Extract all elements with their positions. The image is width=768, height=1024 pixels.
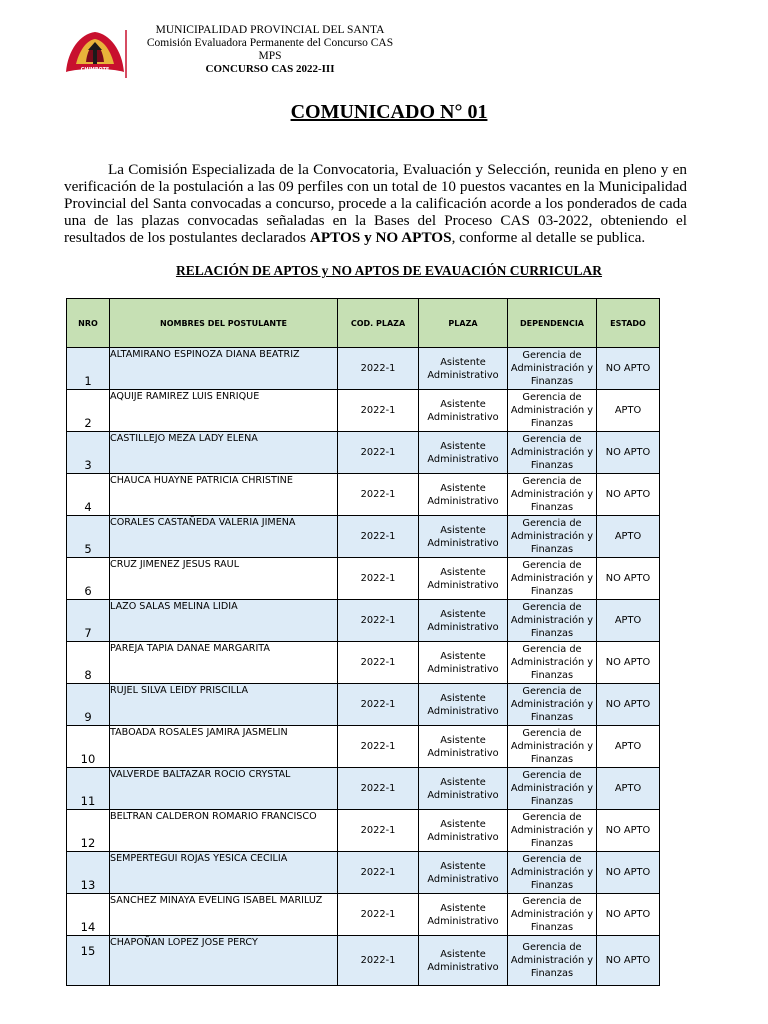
applicant-name: ALTAMIRANO ESPINOZA DIANA BEATRIZ [110,348,338,390]
row-nro: 2 [67,390,110,432]
table-row [67,852,660,894]
estado: NO APTO [597,684,660,726]
cod-plaza: 2022-1 [338,432,419,474]
table-row [67,768,660,810]
header-plaza: PLAZA [419,299,508,348]
contest-name: CONCURSO CAS 2022-III [205,63,335,75]
cod-plaza: 2022-1 [338,390,419,432]
estado: NO APTO [597,348,660,390]
dependencia: Gerencia de Administración y Finanzas [508,810,597,852]
applicant-name: RUJEL SILVA LEIDY PRISCILLA [110,684,338,726]
municipality-logo [62,28,128,80]
estado: NO APTO [597,852,660,894]
dependencia: Gerencia de Administración y Finanzas [508,348,597,390]
document-header [0,0,768,90]
row-nro: 14 [67,894,110,936]
cod-plaza: 2022-1 [338,894,419,936]
cod-plaza: 2022-1 [338,558,419,600]
estado: NO APTO [597,558,660,600]
row-nro: 7 [67,600,110,642]
applicant-name: SEMPERTEGUI ROJAS YESICA CECILIA [110,852,338,894]
row-nro: 11 [67,768,110,810]
cod-plaza: 2022-1 [338,852,419,894]
plaza: Asistente Administrativo [419,852,508,894]
dependencia: Gerencia de Administración y Finanzas [508,726,597,768]
plaza: Asistente Administrativo [419,474,508,516]
row-nro: 8 [67,642,110,684]
dependencia: Gerencia de Administración y Finanzas [508,894,597,936]
table-row [67,600,660,642]
dependencia: Gerencia de Administración y Finanzas [508,642,597,684]
dependencia: Gerencia de Administración y Finanzas [508,936,597,986]
applicant-name: CHAUCA HUAYNE PATRICIA CHRISTINE [110,474,338,516]
intro-text-bold: APTOS y NO APTOS [309,229,452,247]
dependencia: Gerencia de Administración y Finanzas [508,474,597,516]
applicant-name: VALVERDE BALTAZAR ROCIO CRYSTAL [110,768,338,810]
header-cod-plaza: COD. PLAZA [338,299,419,348]
cod-plaza: 2022-1 [338,474,419,516]
page-title: COMUNICADO N° 01 [290,101,488,123]
applicant-name: PAREJA TAPIA DANAE MARGARITA [110,642,338,684]
estado: NO APTO [597,810,660,852]
plaza: Asistente Administrativo [419,558,508,600]
row-nro: 10 [67,726,110,768]
dependencia: Gerencia de Administración y Finanzas [508,390,597,432]
applicant-name: CRUZ JIMENEZ JESUS RAUL [110,558,338,600]
dependencia: Gerencia de Administración y Finanzas [508,684,597,726]
estado: APTO [597,768,660,810]
results-table [66,298,660,986]
cod-plaza: 2022-1 [338,810,419,852]
estado: APTO [597,600,660,642]
plaza: Asistente Administrativo [419,726,508,768]
cod-plaza: 2022-1 [338,768,419,810]
dependencia: Gerencia de Administración y Finanzas [508,768,597,810]
header-estado: ESTADO [597,299,660,348]
commission-name: Comisión Evaluadora Permanente del Concurso CAS [146,37,394,49]
table-row [67,936,660,986]
estado: NO APTO [597,432,660,474]
plaza: Asistente Administrativo [419,348,508,390]
table-row [67,810,660,852]
plaza: Asistente Administrativo [419,936,508,986]
table-row [67,432,660,474]
row-nro: 15 [67,936,110,986]
applicant-name: AQUIJE RAMIREZ LUIS ENRIQUE [110,390,338,432]
plaza: Asistente Administrativo [419,600,508,642]
mps-label: MPS [258,50,282,62]
row-nro: 6 [67,558,110,600]
dependencia: Gerencia de Administración y Finanzas [508,852,597,894]
table-row [67,894,660,936]
table-row [67,474,660,516]
cod-plaza: 2022-1 [338,600,419,642]
applicant-name: CASTILLEJO MEZA LADY ELENA [110,432,338,474]
municipality-name: MUNICIPALIDAD PROVINCIAL DEL SANTA [155,24,385,36]
table-row [67,516,660,558]
applicant-name: TABOADA ROSALES JAMIRA JASMELIN [110,726,338,768]
cod-plaza: 2022-1 [338,936,419,986]
row-nro: 13 [67,852,110,894]
cod-plaza: 2022-1 [338,684,419,726]
plaza: Asistente Administrativo [419,684,508,726]
cod-plaza: 2022-1 [338,726,419,768]
estado: NO APTO [597,642,660,684]
estado: APTO [597,516,660,558]
estado: NO APTO [597,894,660,936]
intro-text-1: La Comisión Especializada de la Convocatoria, Evaluación y Selección, reunida en pleno y en verificación de la postulación a las 09 perfiles con un total de 10 puestos vacantes en la Municipalidad Provincial del Santa convocadas a concurso, procede a la calificación acorde a los ponderados de cada una de las plazas convocadas señaladas en la Bases del Proceso CAS 03-2022, obteniendo el resultados de los postulantes declarados [64,161,687,247]
table-header-row [67,299,660,348]
row-nro: 4 [67,474,110,516]
applicant-name: SANCHEZ MINAYA EVELING ISABEL MARILUZ [110,894,338,936]
row-nro: 5 [67,516,110,558]
plaza: Asistente Administrativo [419,642,508,684]
plaza: Asistente Administrativo [419,390,508,432]
header-nombres: NOMBRES DEL POSTULANTE [110,299,338,348]
plaza: Asistente Administrativo [419,768,508,810]
table-row [67,642,660,684]
table-row [67,558,660,600]
intro-paragraph [64,161,687,246]
dependencia: Gerencia de Administración y Finanzas [508,516,597,558]
logo-text: CHIMBOTE [80,68,110,73]
header-text [140,24,400,76]
table-row [67,348,660,390]
table-title: RELACIÓN DE APTOS y NO APTOS DE EVAUACIÓN CURRICULAR [175,263,603,278]
estado: APTO [597,726,660,768]
row-nro: 9 [67,684,110,726]
plaza: Asistente Administrativo [419,894,508,936]
applicant-name: BELTRAN CALDERON ROMARIO FRANCISCO [110,810,338,852]
row-nro: 3 [67,432,110,474]
cod-plaza: 2022-1 [338,348,419,390]
plaza: Asistente Administrativo [419,810,508,852]
row-nro: 12 [67,810,110,852]
applicant-name: LAZO SALAS MELINA LIDIA [110,600,338,642]
intro-text-2: , conforme al detalle se publica. [451,229,646,247]
dependencia: Gerencia de Administración y Finanzas [508,432,597,474]
estado: APTO [597,390,660,432]
cod-plaza: 2022-1 [338,516,419,558]
dependencia: Gerencia de Administración y Finanzas [508,600,597,642]
table-row [67,684,660,726]
estado: NO APTO [597,936,660,986]
row-nro: 1 [67,348,110,390]
plaza: Asistente Administrativo [419,432,508,474]
dependencia: Gerencia de Administración y Finanzas [508,558,597,600]
header-dependencia: DEPENDENCIA [508,299,597,348]
header-nro: NRO [67,299,110,348]
table-row [67,726,660,768]
applicant-name: CORALES CASTAÑEDA VALERIA JIMENA [110,516,338,558]
cod-plaza: 2022-1 [338,642,419,684]
plaza: Asistente Administrativo [419,516,508,558]
table-row [67,390,660,432]
applicant-name: CHAPOÑAN LOPEZ JOSE PERCY [110,936,338,986]
estado: NO APTO [597,474,660,516]
